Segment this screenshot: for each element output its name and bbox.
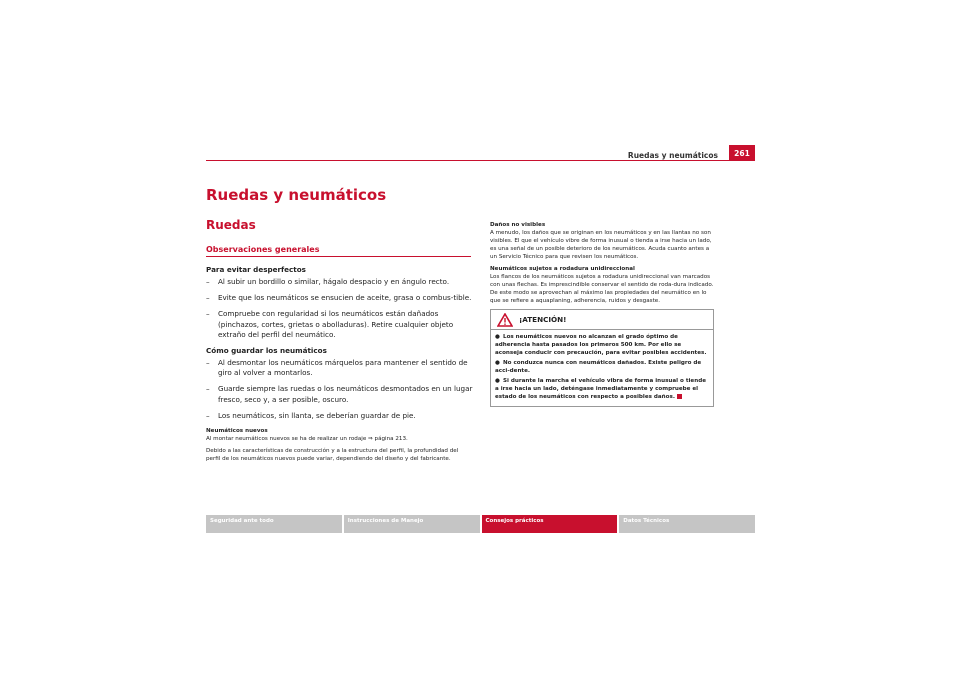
list-item: – Al desmontar los neumáticos márquelos para mantener el sentido de giro al volver a montarlos. xyxy=(206,358,474,378)
list-item: – Evite que los neumáticos se ensucien de aceite, grasa o combus-tible. xyxy=(206,293,474,303)
bullet-icon: ● xyxy=(495,334,500,340)
warning-triangle-icon xyxy=(497,313,513,327)
warning-box xyxy=(490,309,714,407)
header-divider xyxy=(206,160,755,161)
paragraph: A menudo, los daños que se originan en los neumáticos y en las llantas no son visibles. El que el vehículo vibre de forma inusual o tienda a irse hacia un lado, es una señal de un posible deterioro de los neumáticos. Acuda cuanto antes a un Servicio Técnico para que revisen los neumáticos. xyxy=(490,230,712,260)
chapter-title: Ruedas y neumáticos xyxy=(206,186,387,204)
heading-directional-tyres: Neumáticos sujetos a rodadura unidireccional xyxy=(490,266,635,272)
list-item: – Al subir un bordillo o similar, hágalo despacio y en ángulo recto. xyxy=(206,277,474,287)
heading-hidden-damage: Daños no visibles xyxy=(490,222,546,228)
paragraph: Debido a las características de construcción y a la estructura del perfil, la profundidad del perfil de los neumáticos nuevos puede variar, dependiendo del diseño y del fabricante. xyxy=(206,448,459,463)
warning-item: ● Si durante la marcha el vehículo vibra de forma inusual o tiende a irse hacia un lado, deténgase inmediatamente y compruebe el estado de los neumáticos con respecto a posibles daños. xyxy=(495,378,707,400)
subsection-divider xyxy=(206,256,471,257)
bullet-icon: ● xyxy=(495,378,500,384)
footer-tab-technical-data[interactable]: Datos Técnicos xyxy=(619,515,755,533)
list-item: – Los neumáticos, sin llanta, se deberían guardar de pie. xyxy=(206,411,474,421)
footer-tab-operating-instructions[interactable]: Instrucciones de Manejo xyxy=(344,515,480,533)
end-of-section-icon xyxy=(677,394,682,399)
running-header: Ruedas y neumáticos xyxy=(627,151,718,160)
storage-tips-list xyxy=(206,358,474,421)
section-heading: Ruedas xyxy=(206,218,256,232)
warning-title: ¡ATENCIÓN! xyxy=(519,315,567,324)
heading-new-tyres: Neumáticos nuevos xyxy=(206,428,268,435)
footer-nav xyxy=(206,515,755,533)
list-item: – Compruebe con regularidad si los neumáticos están dañados (pinchazos, cortes, grietas o abolladuras). Retire cualquier objeto extraño del perfil del neumático. xyxy=(206,309,474,340)
subsection-heading: Observaciones generales xyxy=(206,245,320,254)
footer-tab-safety[interactable]: Seguridad ante todo xyxy=(206,515,342,533)
warning-header xyxy=(491,310,713,330)
damage-tips-list xyxy=(206,277,474,340)
heading-avoid-damage: Para evitar desperfectos xyxy=(206,265,306,274)
paragraph: Al montar neumáticos nuevos se ha de realizar un rodaje ⇒ página 213. xyxy=(206,436,408,443)
list-item: – Guarde siempre las ruedas o los neumáticos desmontados en un lugar fresco, seco y, a ser posible, oscuro. xyxy=(206,384,474,404)
warning-item: ● No conduzca nunca con neumáticos dañados. Existe peligro de acci-dente. xyxy=(495,360,702,374)
warning-item: ● Los neumáticos nuevos no alcanzan el grado óptimo de adherencia hasta pasados los primeros 500 km. Por ello se aconseja conducir con precaución, para evitar posibles accidentes. xyxy=(495,334,707,356)
page-number-badge: 261 xyxy=(729,145,755,161)
right-column xyxy=(490,217,715,407)
left-column xyxy=(206,265,474,467)
footer-tab-practical-tips[interactable]: Consejos prácticos xyxy=(482,515,618,533)
paragraph: Los flancos de los neumáticos sujetos a rodadura unidireccional van marcados con unas flechas. Es imprescindible conservar el sentido de roda-dura indicado. De este modo se aprovechan al máximo las propiedades del neumático en lo que se refiere a aquaplaning, adherencia, ruidos y desgaste. xyxy=(490,274,714,304)
heading-storage: Cómo guardar los neumáticos xyxy=(206,346,327,356)
bullet-icon: ● xyxy=(495,360,500,366)
warning-body xyxy=(491,330,713,406)
